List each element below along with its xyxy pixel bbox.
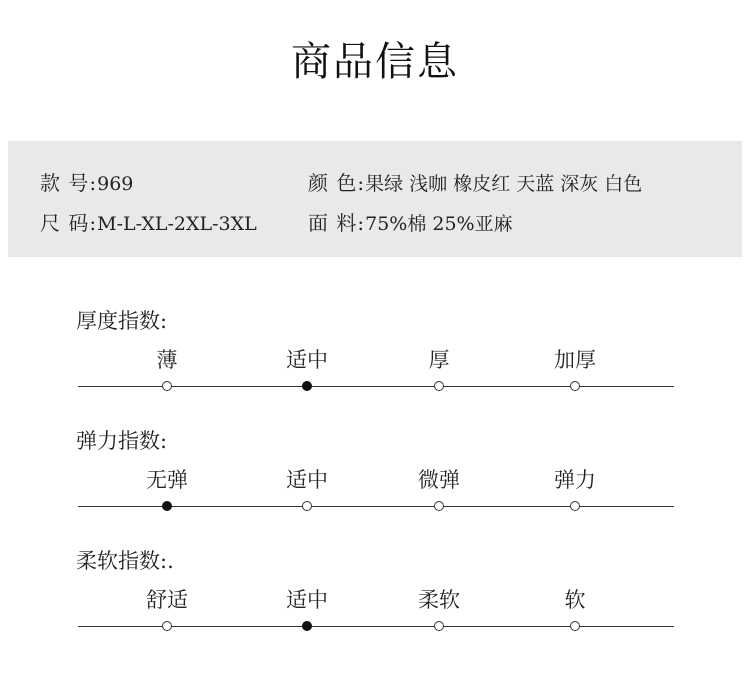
scale-option (389, 466, 489, 494)
page-title: 商品信息 (291, 39, 459, 85)
scale-option (525, 586, 625, 614)
scale-dot (162, 621, 172, 631)
scale-dot (434, 621, 444, 631)
style-number-value: 969 (97, 173, 134, 195)
scale-dot (302, 381, 312, 391)
scale-option-label: 适中 (286, 588, 328, 612)
scale-dot (162, 501, 172, 511)
scale-option (117, 586, 217, 614)
product-info-panel (8, 141, 742, 257)
scale-option-label: 厚 (428, 348, 450, 372)
thickness-scale (78, 346, 674, 406)
scale-option-label: 舒适 (146, 588, 188, 612)
scale-option (117, 346, 217, 374)
softness-scale (78, 586, 674, 646)
scale-dot (434, 501, 444, 511)
scale-option-label: 软 (564, 588, 586, 612)
scale-option-label: 加厚 (554, 348, 596, 372)
style-number-field (40, 167, 133, 196)
scale-option (389, 586, 489, 614)
scale-dot (434, 381, 444, 391)
fabric-label: 面 料: (308, 211, 366, 235)
scale-option-label: 适中 (286, 468, 328, 492)
softness-scale-label: 柔软指数:. (76, 549, 174, 573)
scale-dot (302, 621, 312, 631)
scale-option-label: 弹力 (554, 468, 596, 492)
scale-option-selected (117, 466, 217, 494)
scale-option-label: 薄 (156, 348, 178, 372)
size-field (40, 207, 257, 236)
elasticity-scale-label: 弹力指数: (76, 429, 168, 453)
size-value: M-L-XL-2XL-3XL (97, 213, 257, 235)
scale-option-selected (257, 346, 357, 374)
scale-option-label: 适中 (286, 348, 328, 372)
scale-option-label: 柔软 (418, 588, 460, 612)
scale-dot (570, 381, 580, 391)
elasticity-scale (78, 466, 674, 526)
size-label: 尺 码: (40, 211, 98, 235)
scale-dot (570, 501, 580, 511)
style-number-label: 款 号: (40, 171, 98, 195)
fabric-value: 75%棉 25%亚麻 (365, 213, 513, 235)
color-value: 果绿 浅咖 橡皮红 天蓝 深灰 白色 (365, 173, 643, 195)
scale-option (389, 346, 489, 374)
scale-dot (302, 501, 312, 511)
scale-option-label: 无弹 (146, 468, 188, 492)
scale-option-label: 微弹 (418, 468, 460, 492)
thickness-scale-label: 厚度指数: (76, 309, 168, 333)
scale-dot (570, 621, 580, 631)
scale-option (257, 466, 357, 494)
fabric-field (308, 207, 513, 236)
color-label: 颜 色: (308, 171, 366, 195)
scale-option (525, 346, 625, 374)
scale-option-selected (257, 586, 357, 614)
scale-option (525, 466, 625, 494)
color-field (308, 167, 642, 196)
scale-dot (162, 381, 172, 391)
